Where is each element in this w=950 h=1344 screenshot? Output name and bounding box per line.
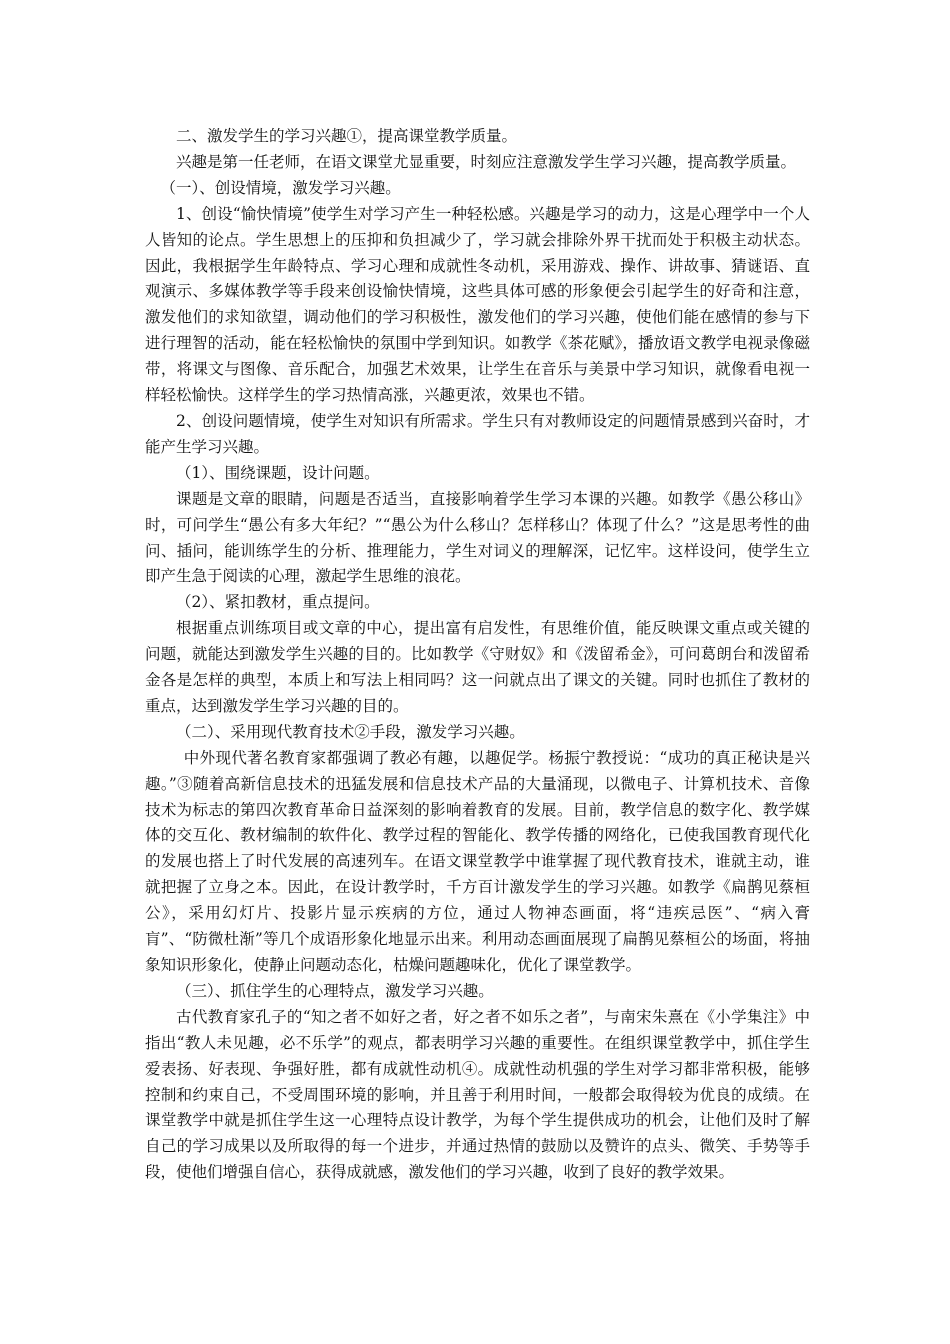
paragraph: 课题是文章的眼睛，问题是否适当，直接影响着学生学习本课的兴趣。如教学《愚公移山》时，可问学生“愚公有多大年纪？”“愚公为什么移山？怎样移山？体现了什么？”这是思考性的曲问、插问，能训练学生的分析、推理能力，学生对词义的理解深，记忆牢。这样设问，使学生立即产生急于阅读的心理，激起学生思维的浪花。: [145, 489, 810, 586]
item-heading: （2）、紧扣教材，重点提问。: [176, 593, 380, 612]
subsection-heading: （二）、采用现代教育技术②手段，激发学习兴趣。: [176, 722, 525, 741]
paragraph: 兴趣是第一任老师，在语文课堂尤显重要，时刻应注意激发学生学习兴趣，提高教学质量。: [176, 152, 797, 171]
paragraph: 1、创设“愉快情境”使学生对学习产生一种轻松感。兴趣是学习的动力，这是心理学中一个人人皆知的论点。学生思想上的压抑和负担减少了，学习就会排除外界干扰而处于积极主动状态。因此，我根据学生年龄特点、学习心理和成就性冬动机，采用游戏、操作、讲故事、猜谜语、直观演示、多媒体教学等手段来创设愉快情境，这些具体可感的形象便会引起学生的好奇和注意，激发他们的求知欲望，调动他们的学习积极性，激发他们的学习兴趣，使他们能在感情的参与下进行理智的活动，能在轻松愉快的氛围中学到知识。如教学《茶花赋》，播放语文教学电视录像磁带，将课文与图像、音乐配合，加强艺术效果，让学生在音乐与美景中学习知识，就像看电视一样轻松愉快。这样学生的学习热情高涨，兴趣更浓，效果也不错。: [145, 204, 810, 405]
paragraph: 古代教育家孔子的“知之者不如好之者，好之者不如乐之者”，与南宋朱熹在《小学集注》中指出“教人未见趣，必不乐学”的观点，都表明学习兴趣的重要性。在组织课堂教学中，抓住学生爱表扬、好表现、争强好胜，都有成就性动机④。成就性动机强的学生对学习都非常积极，能够控制和约束自己，不受周围环境的影响，并且善于利用时间，一般都会取得较为优良的成绩。在课堂教学中就是抓住学生这一心理特点设计教学，为每个学生提供成功的机会，让他们及时了解自己的学习成果以及所取得的每一个进步，并通过热情的鼓励以及赞许的点头、微笑、手势等手段，使他们增强自信心，获得成就感，激发他们的学习兴趣，收到了良好的教学效果。: [145, 1007, 810, 1182]
document-body: [145, 124, 810, 1186]
paragraph: 中外现代著名教育家都强调了教必有趣，以趣促学。杨振宁教授说：“成功的真正秘诀是兴趣。”③随着高新信息技术的迅猛发展和信息技术产品的大量涌现，以微电子、计算机技术、音像技术为标志的第四次教育革命日益深刻的影响着教育的发展。目前，教学信息的数字化、教学媒体的交互化、教材编制的软件化、教学过程的智能化、教学传播的网络化，已使我国教育现代化的发展也搭上了时代发展的高速列车。在语文课堂教学中谁掌握了现代教育技术，谁就主动，谁就把握了立身之本。因此，在设计教学时，千方百计激发学生的学习兴趣。如教学《扁鹊见蔡桓公》，采用幻灯片、投影片显示疾病的方位，通过人物神态画面，将“违疾忌医”、“病入膏肓”、“防微杜渐”等几个成语形象化地显示出来。利用动态画面展现了扁鹊见蔡桓公的场面，将抽象知识形象化，使静止问题动态化，枯燥问题趣味化，优化了课堂教学。: [145, 748, 810, 974]
paragraph: 2、创设问题情境，使学生对知识有所需求。学生只有对教师设定的问题情景感到兴奋时，才能产生学习兴趣。: [145, 411, 810, 456]
item-heading: （1）、围绕课题，设计问题。: [176, 463, 380, 482]
section-heading: 二、激发学生的学习兴趣①，提高课堂教学质量。: [176, 127, 518, 145]
subsection-heading: （三）、抓住学生的心理特点，激发学习兴趣。: [176, 981, 494, 1000]
paragraph: 根据重点训练项目或文章的中心，提出富有启发性，有思维价值，能反映课文重点或关键的问题，就能达到激发学生兴趣的目的。比如教学《守财奴》和《泼留希金》，可问葛朗台和泼留希金各是怎样的典型，本质上和写法上相同吗？这一问就点出了课文的关键。同时也抓住了教材的重点，达到激发学生学习兴趣的目的。: [145, 619, 810, 715]
subsection-heading: （一）、创设情境，激发学习兴趣。: [160, 178, 401, 197]
